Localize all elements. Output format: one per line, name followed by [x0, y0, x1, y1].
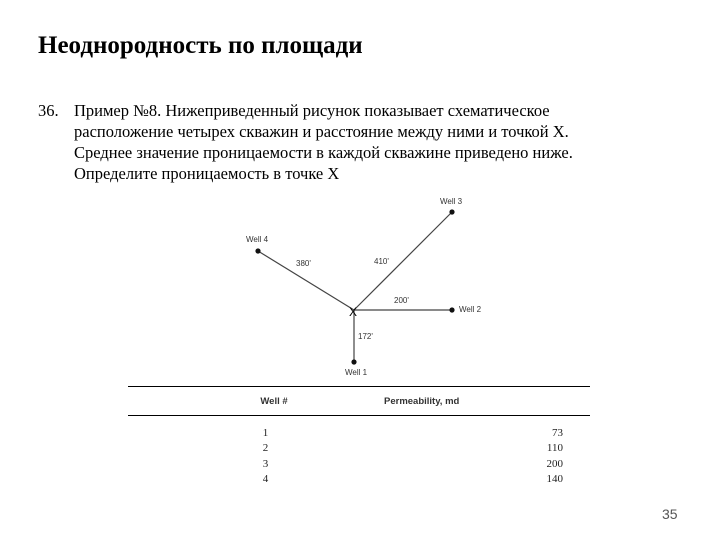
well-1-label: Well 1 [345, 368, 368, 377]
cell-permeability: 110 [546, 442, 563, 455]
cell-well: 3 [262, 457, 269, 470]
table-header-row [128, 387, 590, 415]
well-3-marker [449, 209, 454, 214]
page-number: 35 [662, 506, 678, 522]
well-2-label: Well 2 [459, 305, 482, 314]
well-4-marker [255, 248, 260, 253]
table-row [128, 425, 590, 441]
well-2-marker [449, 307, 454, 312]
distance-well-3: 410' [374, 257, 389, 266]
cell-permeability: 73 [552, 426, 563, 439]
item-number: 36. [38, 101, 59, 120]
table-row [128, 472, 590, 488]
cell-well: 1 [262, 426, 269, 439]
table-row [128, 441, 590, 457]
well-1-marker [351, 359, 356, 364]
distance-well-1: 172' [358, 332, 373, 341]
cell-permeability: 200 [546, 457, 563, 470]
well-3-label: Well 3 [440, 197, 463, 206]
header-well: Well # [260, 395, 288, 407]
cell-well: 2 [262, 442, 269, 455]
permeability-table [128, 386, 590, 487]
header-permeability: Permeability, md [384, 395, 460, 407]
slide-title: Неоднородность по площади [38, 32, 363, 59]
well-4-label: Well 4 [246, 235, 269, 244]
paragraph-line: Определите проницаемость в точке X [74, 164, 340, 183]
cell-permeability: 140 [546, 473, 563, 486]
paragraph-line: Среднее значение проницаемости в каждой скважине приведено ниже. [74, 143, 573, 162]
distance-well-2: 200' [394, 296, 409, 305]
point-x-label: X [349, 305, 358, 319]
paragraph-line: расположение четырех скважин и расстояние между ними и точкой X. [74, 122, 569, 141]
distance-well-4: 380' [296, 259, 311, 268]
table-row [128, 456, 590, 472]
cell-well: 4 [262, 473, 269, 486]
paragraph-line: Пример №8. Нижеприведенный рисунок показывает схематическое [74, 101, 550, 120]
